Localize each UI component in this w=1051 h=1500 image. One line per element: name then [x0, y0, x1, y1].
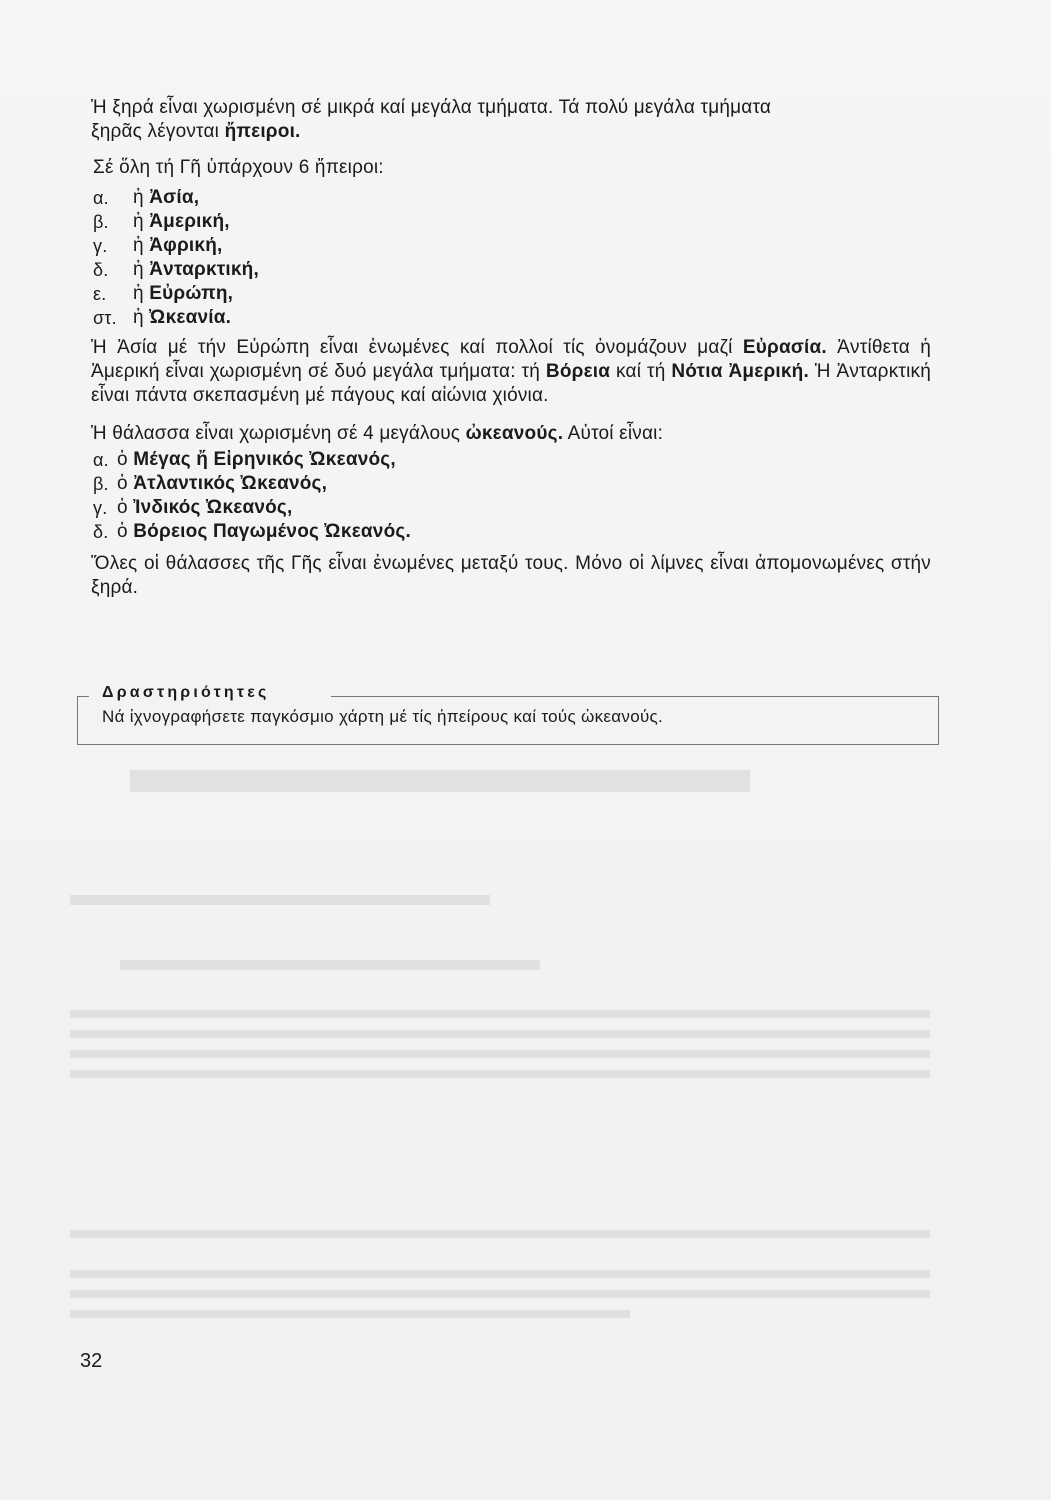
ocean-name: Μέγας ἤ Εἰρηνικός Ὠκεανός,: [133, 449, 396, 470]
list-marker: γ.: [93, 236, 108, 256]
term-south-america: Νότια Ἀμερική.: [671, 361, 809, 382]
page-number: 32: [80, 1350, 103, 1372]
text-span: Ἡ θάλασσα εἶναι χωρισμένη σέ 4 μεγάλους: [91, 423, 466, 444]
list-marker: β.: [93, 474, 109, 494]
continents-intro: Σέ ὅλη τή Γῆ ὑπάρχουν 6 ἤπειροι:: [93, 157, 384, 178]
list-marker: α.: [93, 450, 109, 470]
activities-title: Δραστηριότητες: [102, 684, 270, 701]
oceans-list: [91, 448, 931, 544]
list-item: [91, 234, 931, 258]
term-oceans: ὠκεανούς.: [465, 423, 564, 444]
text-span: Ἡ Ἀσία μέ τήν Εὐρώπη εἶναι ἑνωμένες καί πολλοί τίς ὀνομάζουν μαζί: [91, 337, 743, 358]
main-text: [91, 96, 931, 600]
list-article: ἡ: [133, 283, 144, 304]
list-article: ὁ: [117, 473, 128, 494]
list-article: ὁ: [117, 449, 128, 470]
eurasia-paragraph: [91, 336, 931, 408]
text-span: Ἀντίθετα ἡ Ἀμερική εἶναι χωρισμένη σέ δυό μεγάλα τμήματα: τή: [91, 337, 931, 382]
list-item: [91, 448, 931, 472]
list-item: [91, 210, 931, 234]
continent-name: Ἀνταρκτική,: [149, 259, 259, 280]
list-item: [91, 496, 931, 520]
list-item: [91, 520, 931, 544]
list-article: ἡ: [133, 187, 144, 208]
ocean-name: Ἀτλαντικός Ὠκεανός,: [133, 473, 328, 494]
term-eurasia: Εὐρασία.: [742, 337, 827, 358]
list-marker: α.: [93, 188, 109, 208]
list-marker: δ.: [93, 260, 109, 280]
list-marker: γ.: [93, 498, 108, 518]
continent-name: Ἀφρική,: [149, 235, 223, 256]
seas-paragraph: Ὅλες οἱ θάλασσες τῆς Γῆς εἶναι ἑνωμένες μεταξύ τους. Μόνο οἱ λίμνες εἶναι ἀπομονωμένες στήν ξηρά.: [91, 553, 931, 598]
list-marker: β.: [93, 212, 109, 232]
list-article: ἡ: [133, 211, 144, 232]
intro-line-2: ξηρᾶς λέγονται: [91, 121, 225, 142]
continent-name: Εὐρώπη,: [149, 283, 234, 304]
intro-line-1: Ἡ ξηρά εἶναι χωρισμένη σέ μικρά καί μεγάλα τμήματα. Τά πολύ μεγάλα τμήματα: [91, 97, 772, 118]
box-border: [331, 696, 939, 697]
activities-box: [77, 684, 939, 745]
list-article: ἡ: [133, 307, 144, 328]
continents-list: [91, 186, 931, 330]
continent-name: Ὠκεανία.: [149, 307, 232, 328]
ocean-name: Ἰνδικός Ὠκεανός,: [133, 497, 293, 518]
oceans-intro: [91, 422, 931, 446]
show-through-background: [50, 760, 1010, 1360]
text-span: Αὐτοί εἶναι:: [563, 423, 664, 444]
list-item: [91, 258, 931, 282]
continent-name: Ἀμερική,: [149, 211, 230, 232]
list-item: [91, 472, 931, 496]
term-north: Βόρεια: [545, 361, 611, 382]
list-item: [91, 282, 931, 306]
list-item: [91, 186, 931, 210]
intro-paragraph: [91, 96, 931, 144]
list-article: ὁ: [117, 521, 128, 542]
list-item: [91, 306, 931, 330]
ocean-name: Βόρειος Παγωμένος Ὠκεανός.: [133, 521, 411, 542]
list-article: ἡ: [133, 235, 144, 256]
list-article: ἡ: [133, 259, 144, 280]
text-span: Ἡ Ἀνταρκτική εἶναι πάντα σκεπασμένη μέ πάγους καί αἰώνια χιόνια.: [91, 361, 931, 406]
continent-name: Ἀσία,: [149, 187, 200, 208]
term-continents: ἤπειροι.: [224, 121, 301, 142]
list-marker: ε.: [93, 284, 107, 304]
list-marker: δ.: [93, 522, 109, 542]
list-article: ὁ: [117, 497, 128, 518]
activities-text: Νά ἰχνογραφήσετε παγκόσμιο χάρτη μέ τίς ἠπείρους καί τούς ὠκεανούς.: [102, 707, 664, 726]
list-marker: στ.: [93, 308, 117, 328]
box-border: [77, 696, 89, 697]
text-span: καί τή: [610, 361, 672, 382]
